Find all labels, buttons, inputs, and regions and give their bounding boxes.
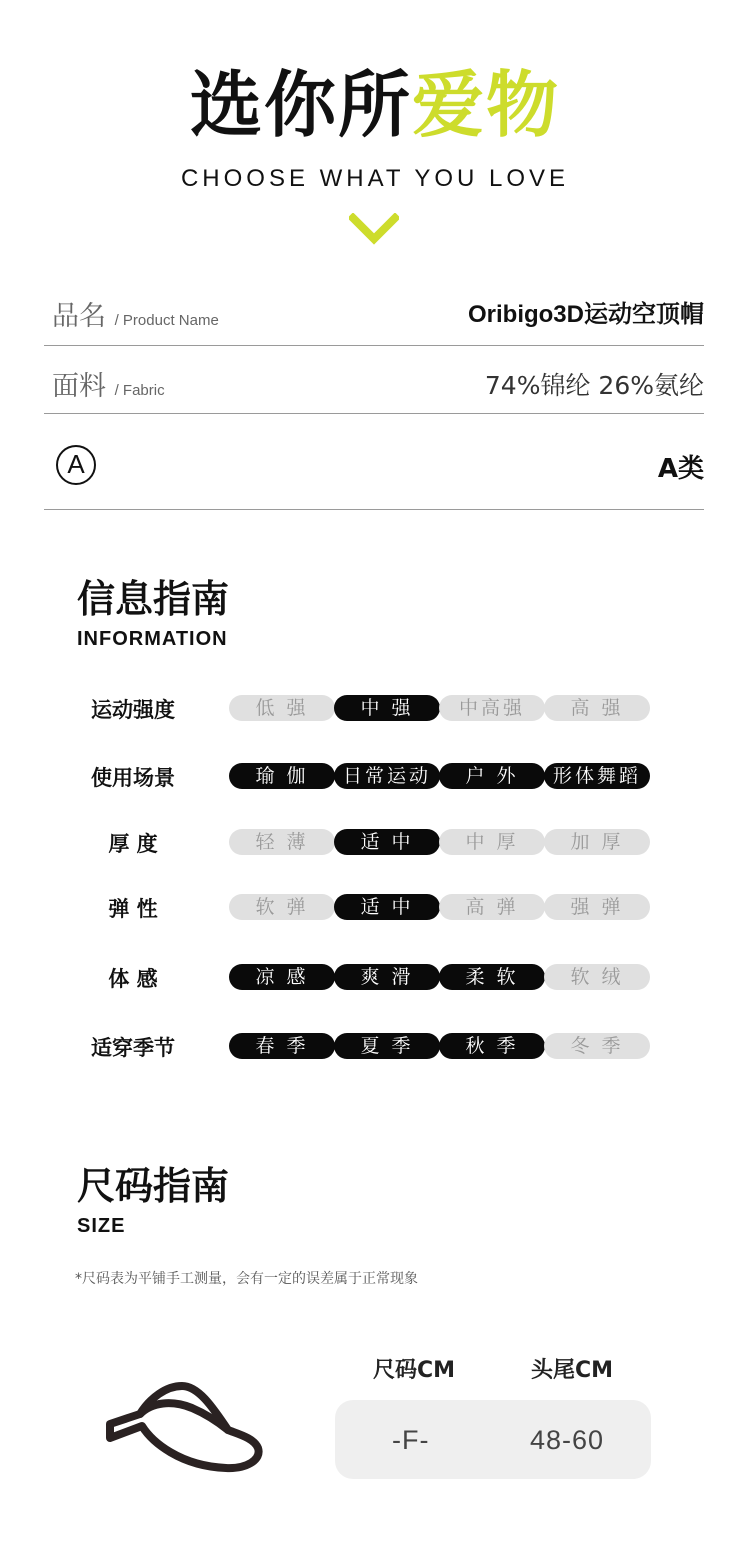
info-option-pill: 柔 软 [439, 964, 545, 990]
size-title: 尺码指南 [77, 1164, 230, 1208]
info-option-pill: 秋 季 [439, 1033, 545, 1059]
product-name-label: 品名 / Product Name [52, 301, 219, 332]
info-option-pill: 软 弹 [229, 894, 335, 920]
info-row [0, 829, 750, 855]
fabric-label-en: / Fabric [114, 382, 165, 399]
info-option-pill: 夏 季 [334, 1033, 440, 1059]
info-row [0, 964, 750, 990]
hero-title-main: 选你所 [189, 63, 412, 147]
info-option-pill: 适 中 [334, 894, 440, 920]
info-title: 信息指南 [77, 577, 230, 621]
info-option-pill: 中 厚 [439, 829, 545, 855]
info-row [0, 894, 750, 920]
size-col2-header: 头尾CM [531, 1358, 614, 1383]
fabric-label: 面料 / Fabric [52, 371, 165, 402]
info-option-pill: 春 季 [229, 1033, 335, 1059]
info-option-pill: 日常运动 [334, 763, 440, 789]
chevron-down-icon [349, 213, 399, 245]
info-option-pill: 高 弹 [439, 894, 545, 920]
info-option-pill: 中 强 [334, 695, 440, 721]
info-option-pill: 加 厚 [544, 829, 650, 855]
size-col1-header: 尺码CM [373, 1358, 456, 1383]
info-option-pill: 轻 薄 [229, 829, 335, 855]
info-row-label: 厚 度 [108, 832, 158, 856]
grade-value: A类 [657, 454, 704, 484]
info-row-label: 体 感 [108, 967, 158, 991]
info-option-pill: 冬 季 [544, 1033, 650, 1059]
size-table-row [335, 1400, 651, 1479]
info-option-pill: 软 绒 [544, 964, 650, 990]
info-option-pill: 瑜 伽 [229, 763, 335, 789]
info-row [0, 695, 750, 721]
info-option-pill: 户 外 [439, 763, 545, 789]
size-subtitle: SIZE [77, 1215, 126, 1237]
info-option-pill: 强 弹 [544, 894, 650, 920]
hero-title [0, 60, 750, 150]
product-name-value: Oribigo3D运动空顶帽 [467, 301, 704, 328]
visor-cap-icon [100, 1376, 270, 1476]
info-row-label: 运动强度 [91, 698, 175, 722]
size-col1-value: -F- [392, 1425, 430, 1455]
grade-a-icon: A [56, 445, 96, 485]
info-option-pill: 适 中 [334, 829, 440, 855]
info-row-label: 适穿季节 [91, 1036, 175, 1060]
hero-title-accent: 爱物 [412, 63, 561, 147]
info-option-pill: 凉 感 [229, 964, 335, 990]
info-option-pill: 低 强 [229, 695, 335, 721]
size-note: *尺码表为平铺手工测量，会有一定的误差属于正常现象 [75, 1271, 418, 1287]
size-col2-value: 48-60 [530, 1425, 605, 1455]
product-name-row [44, 280, 704, 346]
info-option-pill: 高 强 [544, 695, 650, 721]
info-subtitle: INFORMATION [77, 628, 228, 650]
info-option-pill: 形体舞蹈 [544, 763, 650, 789]
info-row-label: 使用场景 [91, 766, 175, 790]
fabric-row [44, 346, 704, 414]
info-option-pill: 中高强 [439, 695, 545, 721]
product-name-label-en: / Product Name [114, 312, 219, 329]
info-row-label: 弹 性 [108, 897, 158, 921]
info-row [0, 763, 750, 789]
grade-row [44, 414, 704, 510]
hero-subtitle: CHOOSE WHAT YOU LOVE [180, 165, 570, 192]
fabric-value: 74%锦纶 26%氨纶 [484, 371, 704, 400]
info-row [0, 1033, 750, 1059]
info-option-pill: 爽 滑 [334, 964, 440, 990]
